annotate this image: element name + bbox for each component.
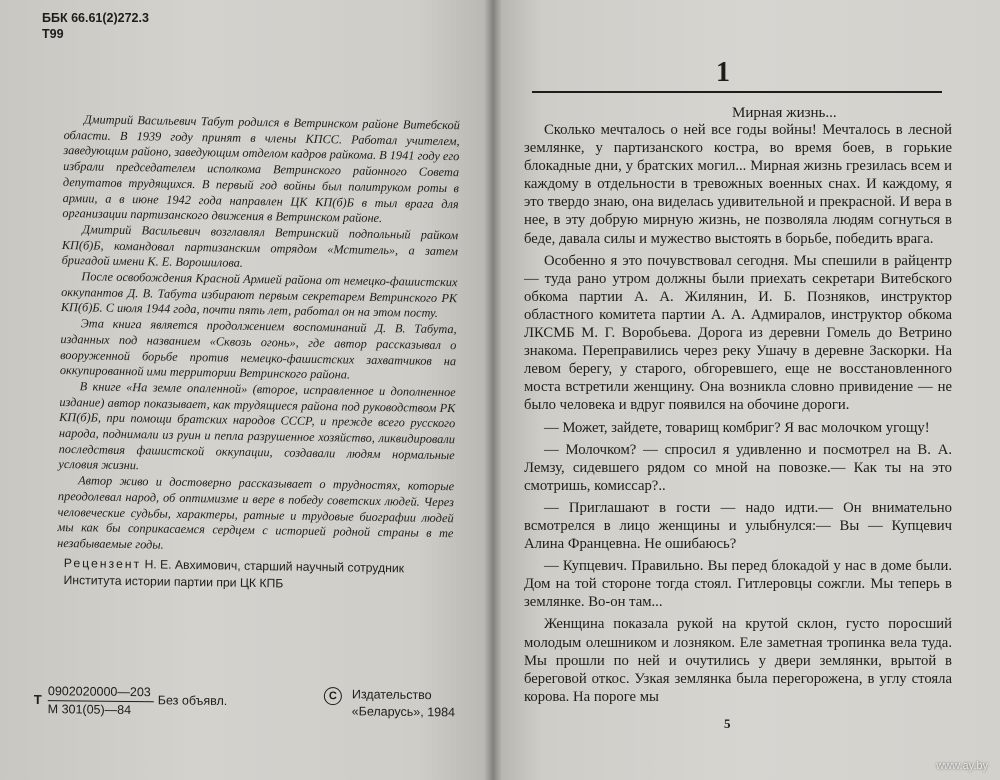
publisher-line: Издательство [351, 687, 432, 703]
chapter-subtitle: Мирная жизнь... [732, 105, 837, 121]
annotation-paragraph: Автор живо и достоверно рассказывает о трудностях, которые преодолевал народ, об оптимизме и вере в победу советских людей. Через человеческие судьбы, характеры, ратные и трудовые биографии людей мы как бы соприкасаемся сердцем с историей родной страны в те незабываемые годы. [57, 473, 455, 552]
chapter-text [524, 121, 952, 710]
text-paragraph: Особенно я это почувствовал сегодня. Мы спешили в райцентр — туда рано утром должны были приехать секретари Витебского обкома партии А. А. Жилянин, И. Б. Позняков, инструктор областного комитета партии А. А. Адмиралов, инструктор обкома ЛКСМБ М. Г. Воробьева. Дорога из деревни Гомель до Ветрино знакома. Переправились через реку Ушачу в деревне Заскорки. На левом берегу, у старого, обгоревшего, еще не восстановленного моста встретили женщину. Она возникла словно привидение — не было человека и вдруг появился на обочине дороги. [524, 252, 952, 414]
imprint-code-top: 0902020000—203 [48, 683, 154, 702]
text-paragraph: — Купцевич. Правильно. Вы перед блокадой у нас в доме были. Дом на той стороне тогда стоял. Гитлеровцы сожгли. Мы теперь в землянке. Во-он там... [524, 558, 952, 611]
annotation-paragraph: Дмитрий Васильевич Табут родился в Ветринском районе Витебской области. В 1939 году принят в члены КПСС. Работал учителем, заведующим районо, заведующим отделом кадров райкома. В 1941 году его избрали председателем исполкома Ветринского районного Совета депутатов трудящихся. В первый год войны был политруком роты в армии, а в июне 1942 года направлен ЦК КП(б)Б в тыл врага для организации партизанского движения в Ветринском районе. [62, 112, 460, 226]
right-page [492, 0, 1000, 780]
imprint-letter: Т [33, 691, 42, 708]
publisher-line: «Беларусь», 1984 [351, 704, 456, 720]
chapter-rule [532, 91, 942, 93]
imprint-block [33, 683, 474, 748]
publisher [352, 686, 456, 721]
bibliographic-codes [42, 10, 149, 42]
no-announcement: Без объявл. [157, 693, 228, 709]
reviewer-label: Рецензент [63, 555, 142, 572]
text-paragraph: — Молочком? — спросил я удивленно и посмотрел на В. А. Лемзу, сидевшего рядом со мной на повозке.— Как ты на это смотришь, комиссар?.. [524, 441, 952, 494]
chapter-number: 1 [716, 57, 730, 88]
annotation-paragraph: В книге «На земле опаленной» (второе, исправленное и дополненное издание) автор показывает, как трудящиеся района под руководством РК КП(б)Б, при помощи братских народов СССР, и прежде всего русского народа, поднимали из руин и пепла разрушенное хозяйство, ликвидировали последствия фашистской оккупации, создавали людям нормальные условия жизни. [58, 379, 456, 473]
text-paragraph: — Может, зайдете, товарищ комбриг? Я вас молочком угощу! [544, 419, 930, 436]
book-annotation [57, 112, 460, 558]
reviewer-text: Н. Е. Авхимович, старший научный сотрудник Института истории партии при ЦК КПБ [63, 557, 405, 591]
left-page [0, 0, 492, 780]
imprint-code-bottom: М 301(05)—84 [47, 702, 132, 718]
imprint-code [48, 683, 154, 719]
text-paragraph: — Приглашают в гости — надо идти.— Он внимательно всмотрелся в лицо женщины и улыбнулся:— Вы — Купцевич Алина Францевна. Не ошибаюсь? [524, 499, 952, 553]
text-paragraph: Сколько мечталось о ней все годы войны! Мечталось в лесной землянке, у партизанского костра, во время боев, в горькие блокадные дни, у братских могил... Мирная жизнь грезилась всем и каждому в отдельности в тревожных военных снах. И каждому, я это твердо знаю, она виделась удивительной и прекрасной. И вера в нее, в эту добрую мирную жизнь, не позволяла людям согнуться в беде, давала силы и мужество выстоять в борьбе, победить врага. [524, 122, 952, 247]
watermark: www.ay.by [936, 760, 988, 772]
annotation-paragraph: После освобождения Красной Армией района от немецко-фашистских оккупантов Д. В. Табута избирают первым секретарем Ветринского РК КП(б)Б. С июля 1944 года, почти пять лет, работал он на этом посту. [60, 269, 458, 321]
copyright-icon: C [324, 687, 342, 705]
book-gutter [484, 0, 502, 780]
reviewer-note [63, 555, 459, 595]
bbk-code: ББК 66.61(2)272.3 [42, 11, 149, 25]
author-mark: Т99 [42, 27, 64, 41]
page-number: 5 [724, 716, 731, 731]
annotation-paragraph: Эта книга является продолжением воспоминаний Д. В. Табута, изданных под названием «Сквозь огонь», где автор рассказывал о вооруженной борьбе против немецко-фашистских захватчиков на оккупированной ими территории Ветринского района. [59, 316, 457, 382]
annotation-paragraph: Дмитрий Васильевич возглавлял Ветринский подпольный райком КП(б)Б, командовал партизанским отрядом «Мститель», а затем бригадой имени К. Е. Ворошилова. [61, 222, 459, 271]
text-paragraph: Женщина показала рукой на крутой склон, густо поросший молодым олешником и лозняком. Еле заметная тропинка вела туда. Мы прошли по ней и очутились у двери землянки, врытой в береговой откос. Узкая землянка была перегорожена, в углу стояла корова. На пороге мы [524, 616, 952, 705]
